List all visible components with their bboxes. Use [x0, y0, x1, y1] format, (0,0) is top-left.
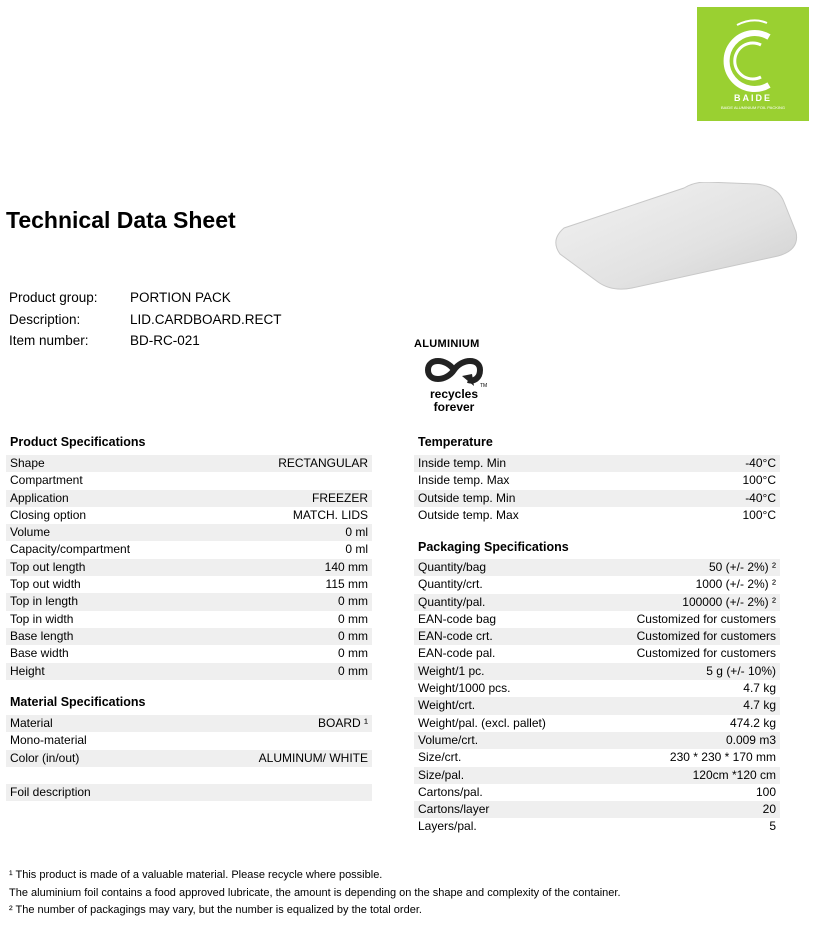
product-image [546, 182, 801, 292]
infinity-recycle-icon [414, 352, 494, 388]
table-row [414, 455, 780, 472]
row-label: Compartment [10, 473, 83, 488]
row-value: -40°C [745, 490, 776, 505]
row-value: 0 mm [338, 646, 368, 661]
table-row [6, 541, 372, 558]
row-value: 100°C [742, 473, 776, 488]
row-label: EAN-code bag [418, 611, 497, 626]
row-value: Customized for customers [636, 611, 776, 626]
row-label: Quantity/crt. [418, 577, 483, 592]
material-specs-title: Material Specifications [10, 695, 146, 709]
row-label: Cartons/pal. [418, 784, 483, 799]
table-row [414, 594, 780, 611]
temperature-title: Temperature [418, 435, 493, 449]
table-row [6, 593, 372, 610]
packaging-specs-title: Packaging Specifications [418, 540, 569, 554]
row-label: Closing option [10, 507, 87, 522]
table-row [6, 750, 372, 767]
info-label: Item number: [9, 333, 89, 348]
footnote-1: ¹ This product is made of a valuable material. Please recycle where possible. [9, 869, 383, 881]
row-label: Volume [10, 525, 51, 540]
row-value: 0 mm [338, 611, 368, 626]
row-value: 474.2 kg [729, 715, 776, 730]
recycle-badge-line1: recycles [429, 387, 479, 401]
lid-image [546, 182, 801, 292]
recycle-badge-top: ALUMINIUM [414, 338, 480, 350]
table-row [6, 507, 372, 524]
product-info [9, 287, 282, 352]
temperature-table [414, 455, 780, 524]
row-label: Base width [10, 646, 69, 661]
table-row [6, 645, 372, 662]
info-row [9, 309, 282, 331]
row-label: Weight/pal. (excl. pallet) [418, 715, 546, 730]
row-value: Customized for customers [636, 646, 776, 661]
row-label: Weight/1000 pcs. [418, 681, 511, 696]
brand-logo-subtext: BAIDE ALUMINIUM FOIL PACKING [720, 105, 785, 110]
baide-logo-icon [697, 7, 809, 121]
row-label: Quantity/bag [418, 560, 487, 574]
table-row [414, 732, 780, 749]
table-row [414, 801, 780, 818]
table-row [414, 645, 780, 662]
product-specs-table [6, 455, 372, 680]
row-value: 140 mm [324, 559, 368, 574]
row-label: Quantity/pal. [418, 594, 486, 609]
table-row [6, 490, 372, 507]
product-specs-title: Product Specifications [10, 435, 146, 449]
row-value: 0 mm [338, 628, 368, 643]
info-label: Description: [9, 311, 81, 327]
table-row [6, 628, 372, 645]
footnote-2: ² The number of packagings may vary, but the number is equalized by the total order. [9, 904, 422, 916]
row-label: Mono-material [10, 733, 87, 748]
row-label: Application [10, 490, 69, 505]
row-value: Customized for customers [636, 629, 776, 644]
row-value: 0 mm [338, 663, 368, 678]
brand-logo [697, 7, 809, 121]
table-row [414, 663, 780, 680]
row-label: EAN-code pal. [418, 646, 496, 661]
table-row [414, 490, 780, 507]
table-row [414, 697, 780, 714]
row-label: Inside temp. Min [418, 456, 507, 470]
row-value: 5 g (+/- 10%) [706, 663, 776, 678]
row-label: Top out width [10, 577, 81, 592]
row-label: Cartons/layer [418, 802, 490, 817]
table-row [6, 784, 372, 801]
table-row [414, 767, 780, 784]
row-label: Outside temp. Min [418, 490, 516, 505]
row-value: 5 [769, 819, 776, 834]
table-row [414, 576, 780, 593]
table-row [6, 559, 372, 576]
row-value: 100°C [742, 507, 776, 522]
row-label: Inside temp. Max [418, 473, 510, 488]
row-value: RECTANGULAR [278, 456, 368, 470]
row-label: Top in length [10, 594, 79, 609]
row-label: Capacity/compartment [10, 542, 131, 557]
info-value: LID.CARDBOARD.RECT [130, 311, 282, 327]
info-label: Product group: [9, 290, 98, 305]
row-value: 100 [755, 784, 776, 799]
row-value: 20 [762, 802, 776, 817]
table-row [6, 524, 372, 541]
info-value: PORTION PACK [130, 290, 231, 305]
row-value: 120cm *120 cm [692, 767, 776, 782]
row-label: Top out length [10, 559, 86, 574]
table-row [6, 767, 372, 784]
row-value: 230 * 230 * 170 mm [669, 750, 776, 765]
row-value: FREEZER [311, 490, 368, 505]
row-label: Height [10, 663, 45, 678]
footnote-lubricate: The aluminium foil contains a food approved lubricate, the amount is depending on the shape and complexity of the container. [9, 887, 621, 899]
row-value: 115 mm [325, 577, 368, 592]
table-row [6, 455, 372, 472]
row-label: Weight/1 pc. [418, 663, 485, 678]
table-row [414, 715, 780, 732]
row-label: Shape [10, 456, 45, 470]
table-row [6, 576, 372, 593]
table-row [6, 472, 372, 489]
table-row [414, 749, 780, 766]
packaging-specs-table [414, 559, 780, 836]
row-value: BOARD ¹ [317, 716, 368, 730]
row-label: Base length [10, 628, 74, 643]
row-label: Size/pal. [418, 767, 465, 782]
table-row [414, 507, 780, 524]
row-label: Material [10, 716, 53, 730]
recycle-badge-tm: TM [480, 383, 488, 388]
row-value: ALUMINUM/ WHITE [258, 750, 368, 765]
brand-logo-text: BAIDE [733, 93, 772, 103]
table-row [6, 715, 372, 732]
table-row [414, 680, 780, 697]
row-value: 0 ml [345, 542, 368, 557]
row-label: Volume/crt. [418, 732, 479, 747]
row-value: 50 (+/- 2%) ² [708, 560, 776, 574]
table-row [6, 611, 372, 628]
info-value: BD-RC-021 [130, 333, 200, 348]
table-row [414, 559, 780, 576]
row-label: Outside temp. Max [418, 507, 519, 522]
row-value: 0 mm [338, 594, 368, 609]
table-row [414, 628, 780, 645]
recycle-badge-line2: forever [433, 400, 475, 414]
table-row [6, 732, 372, 749]
table-row [414, 784, 780, 801]
recycle-badge [414, 338, 496, 414]
material-specs-table [6, 715, 372, 801]
row-label: Layers/pal. [418, 819, 477, 834]
row-value: -40°C [745, 456, 776, 470]
row-value: 4.7 kg [743, 681, 776, 696]
row-label: EAN-code crt. [418, 629, 493, 644]
row-label: Top in width [10, 611, 74, 626]
row-value: 0 ml [345, 525, 368, 540]
info-row [9, 287, 282, 309]
table-row [414, 818, 780, 835]
table-row [414, 611, 780, 628]
row-value: 1000 (+/- 2%) ² [695, 577, 776, 592]
row-label: Color (in/out) [10, 750, 80, 765]
row-label: Weight/crt. [418, 698, 476, 713]
table-row [414, 472, 780, 489]
row-value: MATCH. LIDS [292, 507, 368, 522]
row-value: 100000 (+/- 2%) ² [682, 594, 776, 609]
info-row [9, 330, 282, 352]
table-row [6, 663, 372, 680]
row-value: 0.009 m3 [725, 732, 776, 747]
page-title: Technical Data Sheet [6, 207, 236, 233]
row-value: 4.7 kg [743, 698, 776, 713]
row-label: Foil description [10, 785, 91, 800]
row-label: Size/crt. [418, 750, 462, 765]
